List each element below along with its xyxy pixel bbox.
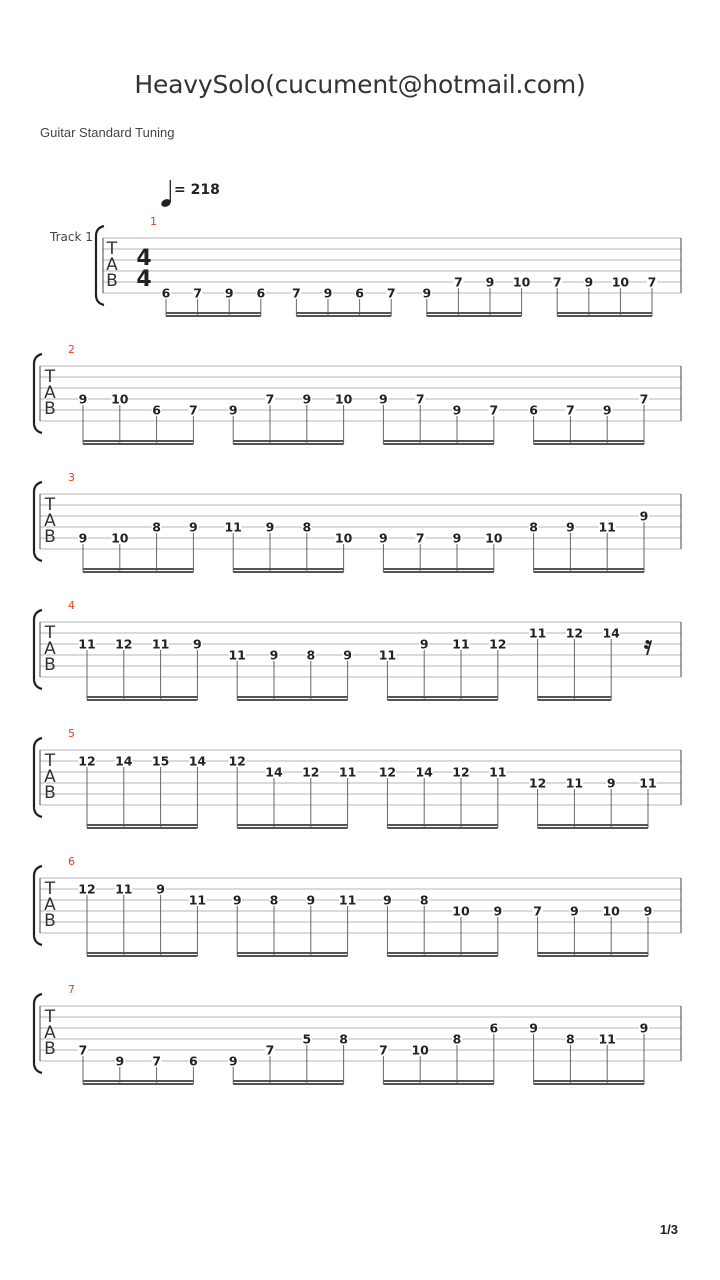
bar-number: 6 bbox=[68, 855, 75, 868]
fret-number: 9 bbox=[78, 530, 88, 546]
tab-clef-letter: T bbox=[44, 495, 56, 515]
tab-clef-letter: B bbox=[44, 655, 56, 675]
beam-secondary bbox=[166, 315, 261, 317]
fret-number: 9 bbox=[224, 285, 234, 301]
fret-number: 8 bbox=[452, 1031, 462, 1047]
fret-number: 9 bbox=[269, 647, 279, 663]
fret-number: 10 bbox=[611, 274, 630, 290]
fret-number: 9 bbox=[379, 391, 388, 407]
fret-number: 8 bbox=[302, 519, 312, 535]
fret-number: 9 bbox=[529, 1020, 538, 1036]
fret-number: 6 bbox=[189, 1053, 198, 1069]
fret-number: 9 bbox=[602, 402, 612, 418]
fret-number: 14 bbox=[415, 764, 433, 780]
tab-clef-letter: T bbox=[44, 751, 56, 771]
fret-number: 9 bbox=[643, 903, 653, 919]
fret-number: 11 bbox=[338, 764, 357, 780]
fret-number: 6 bbox=[489, 1020, 499, 1036]
tab-system bbox=[34, 599, 681, 701]
fret-number: 9 bbox=[485, 274, 495, 290]
fret-number: 9 bbox=[302, 391, 312, 407]
beam-secondary bbox=[383, 443, 493, 445]
tab-system bbox=[34, 343, 681, 445]
fret-number: 9 bbox=[452, 530, 462, 546]
score-title: HeavySolo(cucument@hotmail.com) bbox=[134, 70, 586, 99]
fret-number: 9 bbox=[452, 402, 462, 418]
beam-secondary bbox=[383, 1083, 493, 1085]
fret-number: 7 bbox=[647, 274, 657, 290]
tab-system bbox=[34, 471, 681, 573]
tab-system bbox=[34, 727, 681, 829]
beam-primary bbox=[383, 1080, 493, 1082]
beam-secondary bbox=[387, 827, 497, 829]
fret-number: 7 bbox=[454, 274, 463, 290]
fret-number: 7 bbox=[292, 285, 301, 301]
fret-number: 12 bbox=[565, 625, 584, 641]
beam-secondary bbox=[83, 571, 193, 573]
fret-number: 11 bbox=[78, 636, 96, 652]
fret-number: 8 bbox=[152, 519, 161, 535]
beam-primary bbox=[166, 312, 261, 314]
fret-number: 11 bbox=[228, 647, 246, 663]
fret-number: 11 bbox=[224, 519, 242, 535]
beam-primary bbox=[296, 312, 391, 314]
time-signature-bottom: 4 bbox=[136, 267, 152, 292]
beam-primary bbox=[383, 440, 493, 442]
fret-number: 10 bbox=[512, 274, 531, 290]
fret-number: 11 bbox=[598, 1031, 616, 1047]
fret-number: 9 bbox=[422, 285, 432, 301]
tuning-label: Guitar Standard Tuning bbox=[40, 125, 175, 140]
fret-number: 8 bbox=[529, 519, 538, 535]
beam-secondary bbox=[383, 571, 493, 573]
beam-primary bbox=[538, 952, 648, 954]
fret-number: 9 bbox=[232, 892, 242, 908]
beam-primary bbox=[87, 696, 197, 698]
tab-clef-letter: T bbox=[44, 879, 56, 899]
beam-secondary bbox=[87, 955, 197, 957]
fret-number: 8 bbox=[419, 892, 429, 908]
beam-primary bbox=[87, 952, 197, 954]
tab-clef-letter: B bbox=[44, 911, 56, 931]
beam-primary bbox=[87, 824, 197, 826]
beam-secondary bbox=[233, 571, 343, 573]
time-signature-top: 4 bbox=[136, 246, 152, 271]
fret-number: 12 bbox=[78, 753, 96, 769]
fret-number: 7 bbox=[639, 391, 649, 407]
beam-primary bbox=[83, 440, 193, 442]
bar-number: 3 bbox=[68, 471, 75, 484]
tab-clef-letter: B bbox=[44, 1039, 56, 1059]
fret-number: 11 bbox=[639, 775, 657, 791]
bar-number: 5 bbox=[68, 727, 75, 740]
tab-system bbox=[34, 983, 681, 1085]
fret-number: 7 bbox=[189, 402, 198, 418]
fret-number: 11 bbox=[378, 647, 397, 663]
fret-number: 11 bbox=[598, 519, 616, 535]
fret-number: 9 bbox=[584, 274, 594, 290]
fret-number: 7 bbox=[533, 903, 542, 919]
beam-secondary bbox=[534, 443, 644, 445]
fret-number: 12 bbox=[489, 636, 507, 652]
beam-secondary bbox=[387, 699, 497, 701]
beam-secondary bbox=[87, 699, 197, 701]
fret-number: 12 bbox=[528, 775, 547, 791]
fret-number: 10 bbox=[111, 391, 129, 407]
fret-number: 7 bbox=[265, 391, 275, 407]
fret-number: 7 bbox=[415, 391, 425, 407]
tempo-value: = 218 bbox=[174, 182, 220, 198]
beam-primary bbox=[538, 696, 612, 698]
beam-primary bbox=[387, 824, 497, 826]
fret-number: 9 bbox=[156, 881, 165, 897]
fret-number: 8 bbox=[306, 647, 316, 663]
beam-primary bbox=[233, 568, 343, 570]
fret-number: 9 bbox=[78, 391, 88, 407]
beam-secondary bbox=[233, 443, 343, 445]
fret-number: 9 bbox=[189, 519, 198, 535]
tempo-marking bbox=[160, 180, 220, 208]
beam-secondary bbox=[538, 699, 612, 701]
fret-number: 9 bbox=[379, 530, 388, 546]
tab-clef-letter: T bbox=[44, 623, 56, 643]
bar-number: 7 bbox=[68, 983, 75, 996]
sixteenth-rest-icon: 𝄿 bbox=[644, 631, 652, 661]
beam-secondary bbox=[427, 315, 522, 317]
tab-clef-letter: A bbox=[44, 639, 56, 659]
track-label: Track 1 bbox=[50, 230, 93, 244]
fret-number: 9 bbox=[570, 903, 579, 919]
fret-number: 9 bbox=[606, 775, 616, 791]
fret-number: 7 bbox=[566, 402, 575, 418]
fret-number: 7 bbox=[415, 530, 425, 546]
beam-primary bbox=[534, 440, 644, 442]
fret-number: 9 bbox=[193, 636, 202, 652]
tab-clef-letter: A bbox=[106, 255, 118, 275]
tab-clef-letter: T bbox=[44, 367, 56, 387]
fret-number: 9 bbox=[306, 892, 316, 908]
fret-number: 9 bbox=[323, 285, 333, 301]
fret-number: 7 bbox=[265, 1042, 275, 1058]
fret-number: 9 bbox=[639, 508, 649, 524]
beam-primary bbox=[427, 312, 522, 314]
fret-number: 12 bbox=[115, 636, 133, 652]
tab-clef-letter: A bbox=[44, 767, 56, 787]
beam-primary bbox=[387, 952, 497, 954]
fret-number: 9 bbox=[383, 892, 392, 908]
fret-number: 7 bbox=[552, 274, 562, 290]
fret-number: 9 bbox=[639, 1020, 649, 1036]
beam-secondary bbox=[296, 315, 391, 317]
fret-number: 8 bbox=[339, 1031, 348, 1047]
fret-number: 9 bbox=[419, 636, 429, 652]
page-number: 1/3 bbox=[659, 1222, 678, 1237]
fret-number: 5 bbox=[302, 1031, 312, 1047]
fret-number: 10 bbox=[602, 903, 620, 919]
tab-clef-letter: A bbox=[44, 383, 56, 403]
fret-number: 7 bbox=[152, 1053, 161, 1069]
bar-number: 2 bbox=[68, 343, 75, 356]
beam-primary bbox=[557, 312, 652, 314]
beam-primary bbox=[387, 696, 497, 698]
fret-number: 9 bbox=[343, 647, 352, 663]
fret-number: 9 bbox=[265, 519, 275, 535]
tab-clef-letter: T bbox=[44, 1007, 56, 1027]
beam-secondary bbox=[387, 955, 497, 957]
beam-primary bbox=[237, 696, 347, 698]
fret-number: 11 bbox=[489, 764, 507, 780]
beam-primary bbox=[534, 568, 644, 570]
beam-primary bbox=[534, 1080, 644, 1082]
beam-secondary bbox=[534, 571, 644, 573]
tab-clef-letter: B bbox=[106, 271, 118, 291]
fret-number: 12 bbox=[228, 753, 246, 769]
fret-number: 9 bbox=[493, 903, 503, 919]
beam-primary bbox=[83, 568, 193, 570]
fret-number: 10 bbox=[334, 530, 353, 546]
fret-number: 12 bbox=[302, 764, 320, 780]
beam-primary bbox=[383, 568, 493, 570]
tab-clef-letter: A bbox=[44, 1023, 56, 1043]
tab-clef-letter: B bbox=[44, 399, 56, 419]
tab-system bbox=[96, 215, 681, 317]
fret-number: 9 bbox=[228, 1053, 238, 1069]
beam-secondary bbox=[538, 955, 648, 957]
beam-secondary bbox=[233, 1083, 343, 1085]
fret-number: 6 bbox=[529, 402, 538, 418]
fret-number: 8 bbox=[269, 892, 279, 908]
fret-number: 9 bbox=[115, 1053, 125, 1069]
beam-primary bbox=[83, 1080, 193, 1082]
fret-number: 11 bbox=[338, 892, 357, 908]
fret-number: 10 bbox=[111, 530, 129, 546]
fret-number: 15 bbox=[151, 753, 170, 769]
tab-clef-letter: B bbox=[44, 783, 56, 803]
fret-number: 6 bbox=[152, 402, 161, 418]
fret-number: 14 bbox=[602, 625, 620, 641]
fret-number: 6 bbox=[256, 285, 266, 301]
fret-number: 14 bbox=[265, 764, 283, 780]
tab-clef-letter: A bbox=[44, 511, 56, 531]
fret-number: 11 bbox=[188, 892, 207, 908]
fret-number: 7 bbox=[379, 1042, 388, 1058]
fret-number: 7 bbox=[193, 285, 202, 301]
beam-primary bbox=[237, 824, 347, 826]
beam-secondary bbox=[557, 315, 652, 317]
fret-number: 10 bbox=[452, 903, 470, 919]
beam-secondary bbox=[237, 699, 347, 701]
beam-secondary bbox=[83, 443, 193, 445]
fret-number: 14 bbox=[188, 753, 207, 769]
fret-number: 12 bbox=[78, 881, 96, 897]
beam-secondary bbox=[87, 827, 197, 829]
beam-secondary bbox=[538, 827, 648, 829]
fret-number: 11 bbox=[452, 636, 470, 652]
beam-secondary bbox=[237, 955, 347, 957]
fret-number: 11 bbox=[115, 881, 133, 897]
fret-number: 8 bbox=[566, 1031, 575, 1047]
fret-number: 7 bbox=[489, 402, 499, 418]
fret-number: 10 bbox=[411, 1042, 429, 1058]
beam-primary bbox=[538, 824, 648, 826]
fret-number: 9 bbox=[228, 402, 238, 418]
fret-number: 6 bbox=[355, 285, 364, 301]
beam-primary bbox=[233, 1080, 343, 1082]
beam-secondary bbox=[83, 1083, 193, 1085]
beam-primary bbox=[237, 952, 347, 954]
beam-secondary bbox=[534, 1083, 644, 1085]
tab-clef-letter: B bbox=[44, 527, 56, 547]
fret-number: 6 bbox=[161, 285, 171, 301]
fret-number: 10 bbox=[485, 530, 503, 546]
fret-number: 7 bbox=[78, 1042, 88, 1058]
bar-number: 4 bbox=[68, 599, 75, 612]
tab-clef-letter: A bbox=[44, 895, 56, 915]
fret-number: 7 bbox=[386, 285, 396, 301]
fret-number: 9 bbox=[566, 519, 575, 535]
tab-system bbox=[34, 855, 681, 957]
fret-number: 11 bbox=[151, 636, 170, 652]
beam-secondary bbox=[237, 827, 347, 829]
fret-number: 11 bbox=[565, 775, 584, 791]
bar-number: 1 bbox=[150, 215, 157, 228]
fret-number: 12 bbox=[378, 764, 397, 780]
fret-number: 12 bbox=[452, 764, 470, 780]
tab-clef-letter: T bbox=[106, 239, 118, 259]
fret-number: 14 bbox=[115, 753, 133, 769]
beam-primary bbox=[233, 440, 343, 442]
fret-number: 11 bbox=[528, 625, 547, 641]
fret-number: 10 bbox=[334, 391, 353, 407]
